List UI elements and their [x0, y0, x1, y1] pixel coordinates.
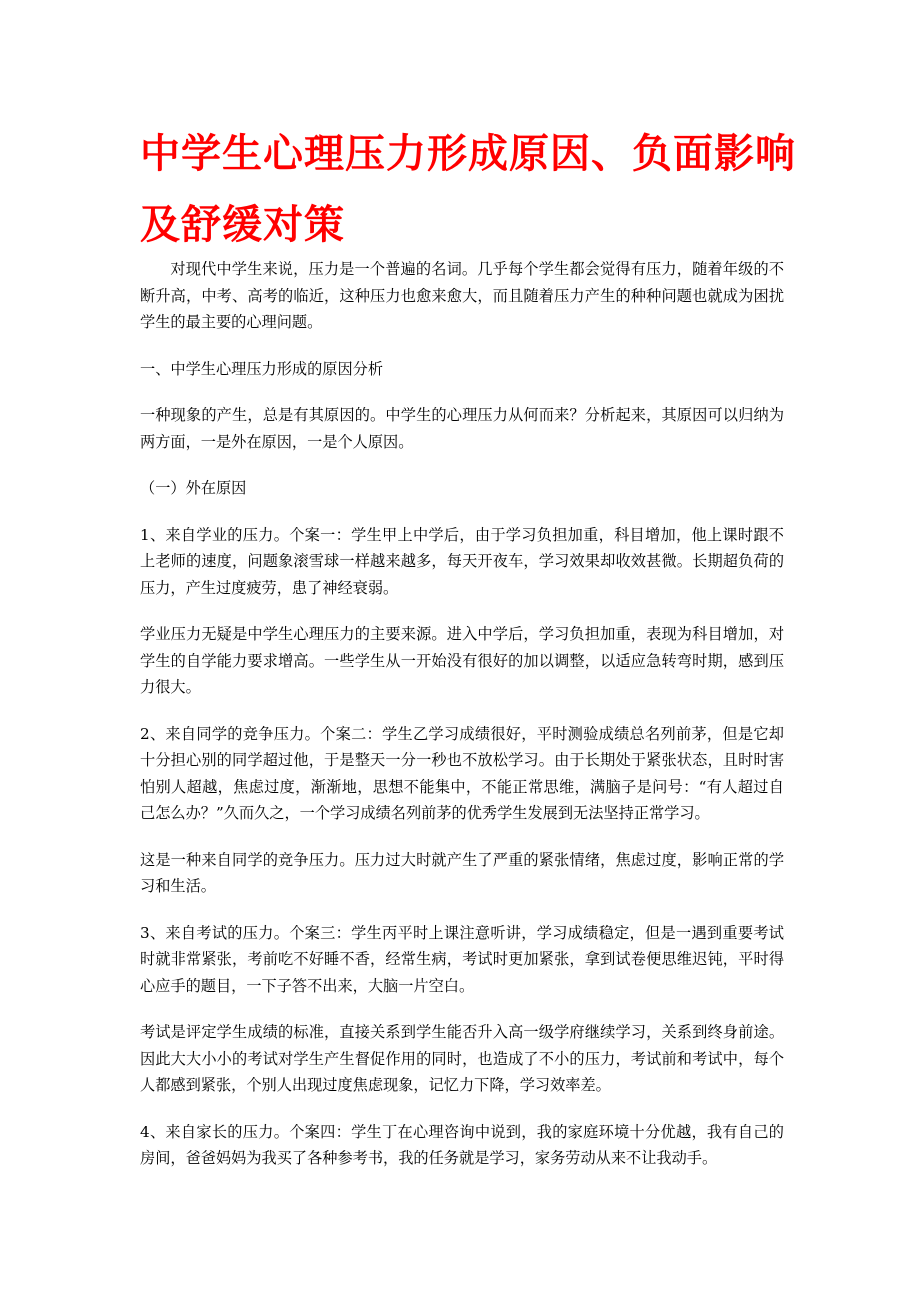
- body-paragraph: 一种现象的产生，总是有其原因的。中学生的心理压力从何而来？分析起来，其原因可以归纳为两方面，一是外在原因，一是个人原因。: [140, 406, 784, 451]
- case-paragraph-3: 3、来自考试的压力。个案三：学生丙平时上课注意听讲，学习成绩稳定，但是一遇到重要考试时就非常紧张，考前吃不好睡不香，经常生病，考试时更加紧张，拿到试卷便思维迟钝，平时得心应手的题目，一下子答不出来，大脑一片空白。: [140, 923, 784, 995]
- document-title: 中学生心理压力形成原因、负面影响及舒缓对策: [140, 130, 796, 248]
- body-paragraph: 学业压力无疑是中学生心理压力的主要来源。进入中学后，学习负担加重，表现为科目增加，对学生的自学能力要求增高。一些学生从一开始没有很好的加以调整，以适应急转弯时期，感到压力很大。: [140, 625, 784, 696]
- section-heading-1: 一、中学生心理压力形成的原因分析: [140, 359, 383, 378]
- case-paragraph-2: 2、来自同学的竞争压力。个案二：学生乙学习成绩很好，平时测验成绩总名列前茅，但是它却十分担心别的同学超过他，于是整天一分一秒也不放松学习。由于长期处于紧张状态，且时时害怕别人超越，焦虑过度，渐渐地，思想不能集中，不能正常思维，满脑子是问号：“有人超过自己怎么办？”久而久之，一个学习成绩名列前茅的优秀学生发展到无法坚持正常学习。: [140, 724, 784, 822]
- case-paragraph-4: 4、来自家长的压力。个案四：学生丁在心理咨询中说到，我的家庭环境十分优越，我有自己的房间，爸爸妈妈为我买了各种参考书，我的任务就是学习，家务劳动从来不让我动手。: [140, 1122, 784, 1167]
- body-paragraph: 考试是评定学生成绩的标准，直接关系到学生能否升入高一级学府继续学习，关系到终身前途。因此大大小小的考试对学生产生督促作用的同时，也造成了不小的压力，考试前和考试中，每个人都感到紧张，个别人出现过度焦虑现象，记忆力下降，学习效率差。: [140, 1023, 784, 1094]
- body-paragraph: 这是一种来自同学的竞争压力。压力过大时就产生了严重的紧张情绪，焦虑过度，影响正常的学习和生活。: [140, 850, 784, 895]
- document-body: [140, 256, 784, 1172]
- intro-paragraph: 对现代中学生来说，压力是一个普遍的名词。几乎每个学生都会觉得有压力，随着年级的不断升高，中考、高考的临近，这种压力也愈来愈大，而且随着压力产生的种种问题也就成为困扰学生的最主要的心理问题。: [140, 260, 784, 331]
- case-paragraph-1: 1、来自学业的压力。个案一：学生甲上中学后，由于学习负担加重，科目增加，他上课时跟不上老师的速度，问题象滚雪球一样越来越多，每天开夜车，学习效果却收效甚微。长期超负荷的压力，产生过度疲劳，患了神经衰弱。: [140, 525, 784, 597]
- subsection-heading-external-causes: （一）外在原因: [140, 479, 247, 497]
